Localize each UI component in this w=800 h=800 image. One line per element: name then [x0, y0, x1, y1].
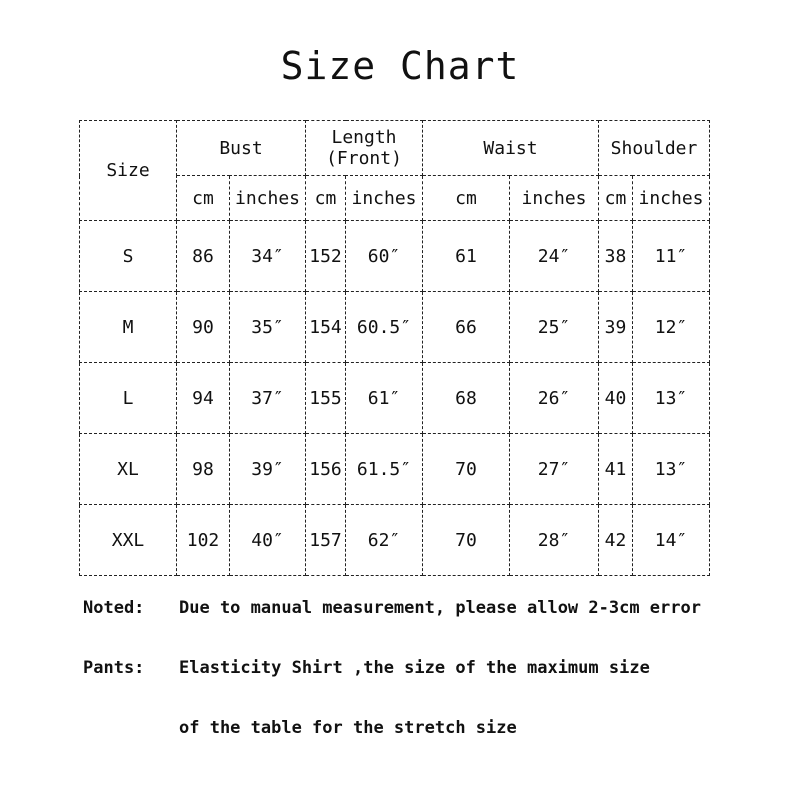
- table-row: [80, 434, 710, 505]
- table-cell: 40: [599, 363, 633, 434]
- unit-header-cell: inches: [510, 176, 599, 221]
- table-header-row: [80, 121, 710, 176]
- group-header-bust: [177, 121, 306, 176]
- table-cell: 40″: [230, 505, 306, 576]
- table-cell: 61: [423, 221, 510, 292]
- unit-header-cell: cm: [177, 176, 230, 221]
- table-cell: 34″: [230, 221, 306, 292]
- table-cell: 86: [177, 221, 230, 292]
- table-cell: 28″: [510, 505, 599, 576]
- table-cell: 90: [177, 292, 230, 363]
- table-row: [80, 363, 710, 434]
- table-cell: 41: [599, 434, 633, 505]
- table-cell: 70: [423, 505, 510, 576]
- table-cell: 60.5″: [346, 292, 423, 363]
- table-row: [80, 292, 710, 363]
- table-cell: 39″: [230, 434, 306, 505]
- noted-label: Noted:: [83, 598, 145, 618]
- size-chart-table: [79, 120, 710, 576]
- group-label-sub: (Front): [326, 148, 402, 169]
- table-cell: 102: [177, 505, 230, 576]
- size-cell: M: [80, 292, 177, 363]
- table-cell: 98: [177, 434, 230, 505]
- size-header-cell: Size: [80, 121, 177, 221]
- table-cell: 13″: [633, 363, 710, 434]
- table-cell: 157: [306, 505, 346, 576]
- unit-header-cell: cm: [423, 176, 510, 221]
- size-cell: S: [80, 221, 177, 292]
- table-cell: 61″: [346, 363, 423, 434]
- table-cell: 11″: [633, 221, 710, 292]
- page-title: Size Chart: [280, 44, 520, 88]
- table-cell: 26″: [510, 363, 599, 434]
- pants-text-continued: of the table for the stretch size: [179, 718, 517, 738]
- table-cell: 24″: [510, 221, 599, 292]
- group-label: Length: [331, 127, 397, 148]
- table-cell: 25″: [510, 292, 599, 363]
- table-cell: 61.5″: [346, 434, 423, 505]
- table-cell: 62″: [346, 505, 423, 576]
- unit-header-cell: inches: [633, 176, 710, 221]
- table-cell: 13″: [633, 434, 710, 505]
- size-cell: L: [80, 363, 177, 434]
- table-cell: 42: [599, 505, 633, 576]
- pants-line-continued: [83, 718, 517, 738]
- unit-header-cell: inches: [230, 176, 306, 221]
- size-cell: XL: [80, 434, 177, 505]
- unit-header-cell: inches: [346, 176, 423, 221]
- table-cell: 12″: [633, 292, 710, 363]
- group-label: Shoulder: [610, 137, 698, 159]
- table-cell: 38: [599, 221, 633, 292]
- pants-label: Pants:: [83, 658, 145, 678]
- table-cell: 37″: [230, 363, 306, 434]
- group-label: Bust: [219, 137, 263, 159]
- group-header-shoulder: [599, 121, 710, 176]
- table-cell: 156: [306, 434, 346, 505]
- group-label: Waist: [483, 137, 538, 159]
- pants-line: [83, 658, 650, 678]
- unit-header-cell: cm: [599, 176, 633, 221]
- size-cell: XXL: [80, 505, 177, 576]
- pants-text: Elasticity Shirt ,the size of the maximum size: [179, 658, 650, 678]
- table-cell: 60″: [346, 221, 423, 292]
- table-cell: 70: [423, 434, 510, 505]
- group-header-length: [306, 121, 423, 176]
- table-cell: 154: [306, 292, 346, 363]
- noted-line: [83, 598, 701, 618]
- table-cell: 39: [599, 292, 633, 363]
- table-cell: 152: [306, 221, 346, 292]
- noted-text: Due to manual measurement, please allow 2-3cm error: [179, 598, 701, 618]
- table-cell: 14″: [633, 505, 710, 576]
- table-cell: 66: [423, 292, 510, 363]
- unit-header-cell: cm: [306, 176, 346, 221]
- table-row: [80, 505, 710, 576]
- group-header-waist: [423, 121, 599, 176]
- table-cell: 155: [306, 363, 346, 434]
- table-cell: 27″: [510, 434, 599, 505]
- table-row: [80, 221, 710, 292]
- table-cell: 68: [423, 363, 510, 434]
- table-cell: 35″: [230, 292, 306, 363]
- table-cell: 94: [177, 363, 230, 434]
